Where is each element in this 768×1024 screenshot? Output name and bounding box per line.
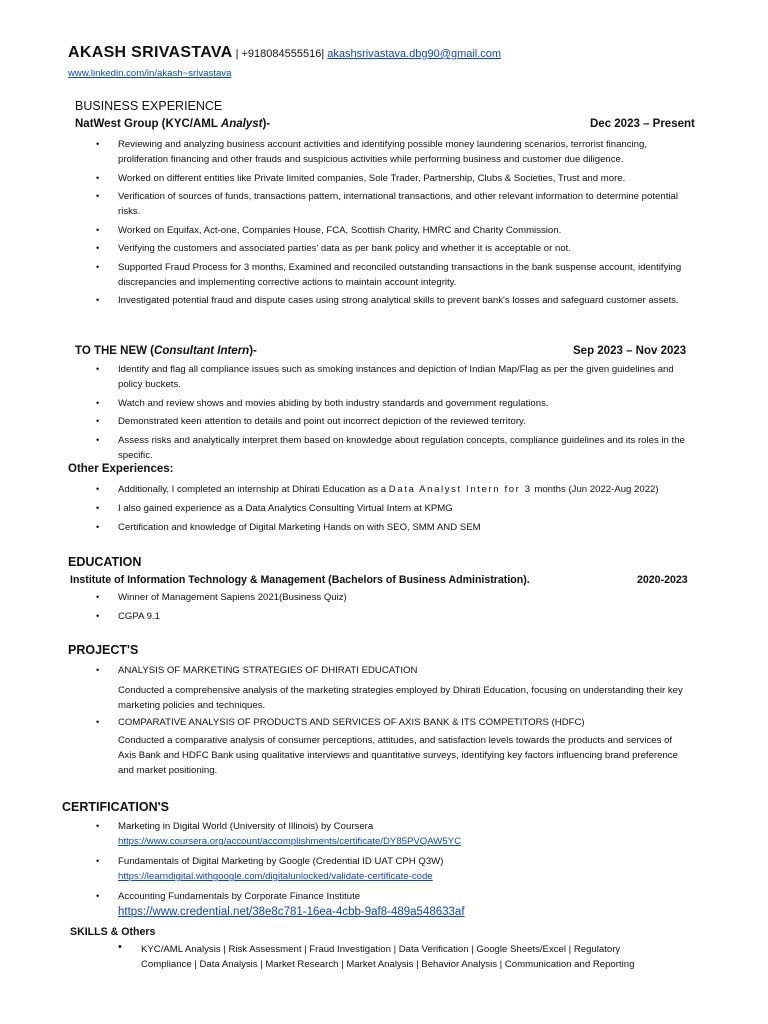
certification-url[interactable]: https://learndigital.withgoogle.com/digitalunlocked/validate-certificate-code bbox=[118, 871, 433, 882]
bullet-icon: • bbox=[96, 821, 100, 831]
bullet-text: Reviewing and analyzing business account activities and identifying possible money laundering scenarios, terrorist financing, proliferation financing and other frauds and suspicious activities while performing business and customer due diligence. bbox=[118, 139, 648, 165]
list-item bbox=[96, 223, 686, 238]
section-heading-projects: PROJECT'S bbox=[68, 643, 139, 657]
skills-line-2: Compliance | Data Analysis | Market Research | Market Analysis | Behavior Analysis | Communication and Reporting bbox=[141, 959, 635, 970]
section-heading-skills: SKILLS & Others bbox=[70, 926, 156, 938]
list-item bbox=[96, 715, 696, 730]
header-separator: | bbox=[321, 48, 328, 60]
section-heading-certifications: CERTIFICATION'S bbox=[62, 800, 169, 814]
bullet-text: months (Jun 2022-Aug 2022) bbox=[531, 484, 659, 495]
job-dates-natwest: Dec 2023 – Present bbox=[590, 118, 695, 130]
bullet-icon: • bbox=[96, 172, 100, 183]
linkedin-link[interactable]: www.linkedin.com/in/akash~srivastava bbox=[68, 68, 232, 79]
certification-title: Marketing in Digital World (University of Illinois) by Coursera bbox=[118, 821, 374, 832]
bullet-icon: • bbox=[96, 224, 100, 235]
bullet-icon: • bbox=[96, 592, 100, 602]
project-title: ANALYSIS OF MARKETING STRATEGIES OF DHIRATI EDUCATION bbox=[118, 665, 418, 676]
bullet-text: Demonstrated keen attention to details and point out incorrect depiction of the reviewed territory. bbox=[118, 416, 526, 427]
skills-line-1: KYC/AML Analysis | Risk Assessment | Fraud Investigation | Data Verification | Google Sheets/Excel | Regulatory bbox=[141, 944, 621, 955]
job-title-natwest bbox=[75, 118, 270, 130]
skills-bullet-icon: • bbox=[118, 941, 122, 953]
project-title: COMPARATIVE ANALYSIS OF PRODUCTS AND SERVICES OF AXIS BANK & ITS COMPETITORS (HDFC) bbox=[118, 717, 585, 728]
bullet-icon: • bbox=[96, 503, 100, 513]
bullet-text-spaced: Data Analyst Intern for 3 bbox=[388, 484, 532, 495]
bullet-text: Investigated potential fraud and dispute cases using strong analytical skills to prevent bank's losses and safeguard customer assets. bbox=[118, 295, 679, 306]
job-suffix: )- bbox=[249, 345, 257, 357]
list-item bbox=[96, 520, 716, 535]
bullet-icon: • bbox=[96, 434, 100, 445]
certification-url[interactable]: https://www.credential.net/38e8c781-16ea-4cbb-9af8-489a548633af bbox=[118, 906, 465, 918]
list-item bbox=[96, 433, 686, 463]
bullet-text: Assess risks and analytically interpret them based on knowledge about regulation concepts, compliance guidelines and its roles in the specific. bbox=[118, 434, 685, 461]
list-item bbox=[96, 482, 716, 497]
bullet-icon: • bbox=[96, 484, 100, 494]
bullet-text: Watch and review shows and movies abiding by both industry standards and government regulations. bbox=[118, 397, 549, 409]
bullet-text: Worked on different entities like Private limited companies, Sole Trader, Partnership, Clubs & Societies, Trust and more. bbox=[118, 172, 626, 184]
job-title-tothenew bbox=[75, 345, 257, 357]
email-link[interactable]: akashsrivastava.dbg90@gmail.com bbox=[327, 48, 502, 60]
certification-title: Accounting Fundamentals by Corporate Finance Institute bbox=[118, 891, 361, 902]
list-item bbox=[96, 819, 716, 849]
job-suffix: )- bbox=[262, 118, 271, 130]
other-experiences-heading: Other Experiences: bbox=[68, 463, 174, 475]
list-item bbox=[96, 889, 716, 921]
certification-url[interactable]: https://www.coursera.org/account/accomplishments/certificate/DY85PVQAW5YC bbox=[118, 836, 462, 847]
bullet-icon: • bbox=[96, 295, 100, 305]
bullet-text: Certification and knowledge of Digital Marketing Hands on with SEO, SMM AND SEM bbox=[118, 522, 481, 533]
resume-header bbox=[68, 44, 501, 62]
list-item bbox=[96, 501, 716, 516]
list-item bbox=[96, 590, 686, 605]
bullet-icon: • bbox=[96, 891, 100, 901]
list-item bbox=[96, 362, 686, 392]
job-role: Consultant Intern bbox=[154, 345, 250, 357]
projects-list-1 bbox=[96, 663, 696, 682]
job-org: TO THE NEW ( bbox=[75, 345, 155, 357]
certifications-list bbox=[96, 819, 716, 925]
list-item bbox=[96, 396, 686, 411]
bullet-icon: • bbox=[96, 139, 100, 149]
bullet-text: Worked on Equifax, Act-one, Companies House, FCA, Scottish Charity, HMRC and Charity Commission. bbox=[118, 224, 562, 236]
job-role: Analyst bbox=[220, 118, 263, 130]
bullet-icon: • bbox=[96, 610, 100, 621]
project-description: Conducted a comprehensive analysis of the marketing strategies employed by Dhirati Education, focusing on understanding their key marketing policies and techniques. bbox=[118, 685, 683, 711]
bullet-icon: • bbox=[96, 397, 100, 408]
bullet-icon: • bbox=[96, 416, 100, 426]
job-bullets-natwest bbox=[96, 137, 686, 312]
job-bullets-tothenew bbox=[96, 362, 686, 466]
projects-list-2 bbox=[96, 715, 696, 734]
bullet-icon: • bbox=[96, 243, 100, 253]
list-item bbox=[96, 241, 686, 256]
bullet-text: CGPA 9.1 bbox=[118, 610, 160, 622]
list-item bbox=[96, 663, 696, 678]
bullet-text: Winner of Management Sapiens 2021(Business Quiz) bbox=[118, 592, 347, 603]
bullet-text: Supported Fraud Process for 3 months, Examined and reconciled outstanding transactions in the bank suspense account, identifying discrepancies and implementing corrective actions to maintain account integrity. bbox=[118, 261, 682, 288]
list-item bbox=[96, 189, 686, 219]
list-item bbox=[96, 171, 686, 186]
education-years: 2020-2023 bbox=[637, 574, 688, 586]
phone-number: +918084555516 bbox=[241, 48, 322, 60]
bullet-icon: • bbox=[96, 364, 100, 374]
bullet-icon: • bbox=[96, 191, 100, 201]
bullet-icon: • bbox=[96, 261, 100, 272]
bullet-text: Identify and flag all compliance issues such as smoking instances and depiction of Indian Map/Flag as per the given guidelines and policy buckets. bbox=[118, 364, 674, 390]
certification-title: Fundamentals of Digital Marketing by Google (Credential ID UAT CPH Q3W) bbox=[118, 856, 444, 867]
candidate-name: AKASH SRIVASTAVA bbox=[68, 44, 233, 61]
bullet-icon: • bbox=[96, 522, 100, 532]
education-institute: Institute of Information Technology & Management (Bachelors of Business Administration). bbox=[70, 574, 530, 586]
education-list bbox=[96, 590, 686, 627]
list-item bbox=[96, 137, 686, 167]
bullet-text: I also gained experience as a Data Analytics Consulting Virtual Intern at KPMG bbox=[118, 503, 453, 514]
bullet-icon: • bbox=[96, 717, 100, 727]
bullet-icon: • bbox=[96, 856, 100, 866]
job-dates-tothenew: Sep 2023 – Nov 2023 bbox=[573, 345, 687, 357]
header-separator: | bbox=[232, 48, 242, 60]
list-item bbox=[96, 414, 686, 429]
list-item bbox=[96, 609, 686, 624]
list-item bbox=[96, 260, 686, 290]
section-heading-education: EDUCATION bbox=[68, 555, 142, 569]
bullet-text: Verification of sources of funds, transactions pattern, international transactions, and other relevant information to determine potential risks. bbox=[118, 191, 678, 217]
job-org: NatWest Group (KYC/AML bbox=[75, 118, 221, 130]
section-heading-experience: BUSINESS EXPERIENCE bbox=[75, 99, 223, 113]
project-description: Conducted a comparative analysis of consumer perceptions, attitudes, and satisfaction levels towards the products and services of Axis Bank and HDFC Bank using qualitative interviews and quantitative surveys, identifying key factors influencing brand preference and market positioning. bbox=[118, 735, 678, 776]
bullet-icon: • bbox=[96, 665, 100, 675]
bullet-text: Additionally, I completed an internship at Dhirati Education as a bbox=[118, 484, 389, 495]
list-item bbox=[96, 854, 716, 884]
bullet-text: Verifying the customers and associated parties' data as per bank policy and whether it is acceptable or not. bbox=[118, 243, 571, 254]
list-item bbox=[96, 293, 686, 308]
other-experiences-list bbox=[96, 482, 716, 539]
